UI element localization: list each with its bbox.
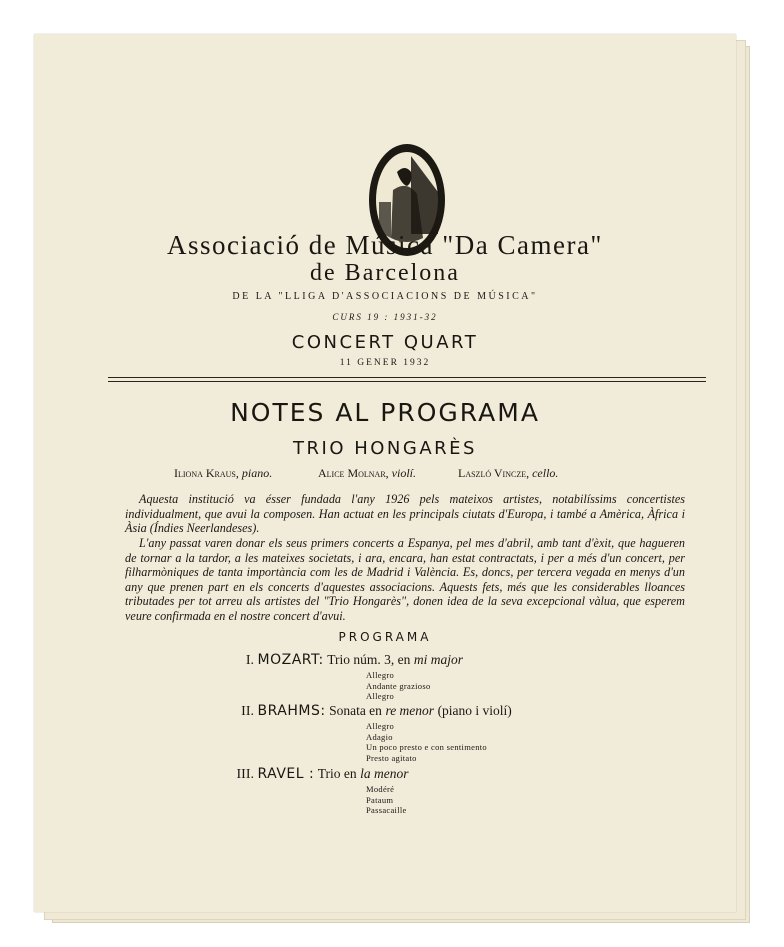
- piece-work: Sonata en: [329, 703, 382, 718]
- divider: [108, 377, 706, 378]
- program-piece: [230, 652, 463, 669]
- movement: Allegro: [366, 670, 395, 680]
- programa-heading: PROGRAMA: [338, 630, 432, 644]
- program-sheet: [34, 34, 736, 912]
- piece-composer: RAVEL :: [257, 766, 315, 782]
- movement: Adagio: [366, 731, 393, 742]
- performer: [458, 466, 558, 481]
- performer-name: Alice Molnar,: [318, 466, 389, 480]
- performer-name: Laszló Vincze,: [458, 466, 530, 480]
- movement: Presto agitato: [366, 752, 417, 763]
- affiliation: DE LA "LLIGA D'ASSOCIACIONS DE MÚSICA": [232, 291, 538, 302]
- movement-list: [366, 784, 407, 816]
- piece-note: (piano i violí): [437, 703, 512, 718]
- piece-composer: MOZART:: [257, 652, 324, 668]
- piece-work: Trio núm. 3, en: [327, 652, 411, 667]
- movement-list: [366, 670, 431, 702]
- piece-key: re menor: [385, 703, 435, 718]
- movement: Modéré: [366, 784, 395, 794]
- organization-subtitle: de Barcelona: [310, 260, 460, 286]
- ensemble-name: TRIO HONGARÈS: [293, 438, 477, 459]
- movement: Allegro: [366, 721, 395, 731]
- notes-heading: NOTES AL PROGRAMA: [230, 398, 540, 427]
- piece-work: Trio en: [317, 766, 357, 781]
- concert-date: 11 GENER 1932: [339, 358, 431, 368]
- piece-key: la menor: [360, 766, 409, 781]
- performer-instrument: cello.: [532, 466, 559, 480]
- performer-instrument: violí.: [391, 466, 416, 480]
- organization-title: Associació de Música "Da Camera": [167, 230, 603, 260]
- movement: Allegro: [366, 691, 395, 702]
- piece-composer: BRAHMS:: [257, 703, 326, 719]
- performer: [318, 466, 416, 481]
- concert-title: CONCERT QUART: [291, 332, 479, 353]
- movement: Pataum: [366, 794, 394, 805]
- performer: [174, 466, 272, 481]
- piece-number: III.: [236, 767, 254, 782]
- movement-list: [366, 721, 487, 763]
- piece-number: II.: [241, 704, 254, 719]
- performer-name: Iliona Kraus,: [174, 466, 239, 480]
- movement: Passacaille: [366, 805, 407, 816]
- program-piece: [220, 766, 409, 783]
- piece-key: mi major: [413, 652, 463, 667]
- movement: Un poco presto e con sentimento: [366, 742, 487, 753]
- note-paragraph: L'any passat varen donar els seus primers concerts a Espanya, pel mes d'abril, amb tant d'èxit, que hagueren de tornar a la tardor, a les mateixes societats, i ara, encara, han estat contractats, i per a més d'un concert, per filharmòniques de tanta importància com les de Madrid i València. Es, doncs, per tercera vegada en menys d'un any que prenen part en els concerts d'aquestes associacions. Aquests fets, més que les considerables lloances tributades per tot arreu als artistes del "Trio Hongarès", donen idea de la seva excepcional vàlua, que esperem veure confirmada en el nostre concert d'avui.: [125, 536, 685, 623]
- note-paragraph: Aquesta institució va ésser fundada l'any 1926 pels mateixos artistes, notabilíssims concertistes individualment, que avui la composen. Han actuat en les principals ciutats d'Europa, i també a Amèrica, Àfrica i Àsia (Índies Neerlandeses).: [125, 492, 685, 536]
- program-piece: [220, 703, 512, 720]
- divider: [108, 381, 706, 382]
- piece-number: I.: [245, 653, 254, 668]
- performer-instrument: piano.: [241, 466, 273, 480]
- season: CURS 19 : 1931-32: [332, 312, 438, 322]
- movement: Andante grazioso: [366, 680, 431, 691]
